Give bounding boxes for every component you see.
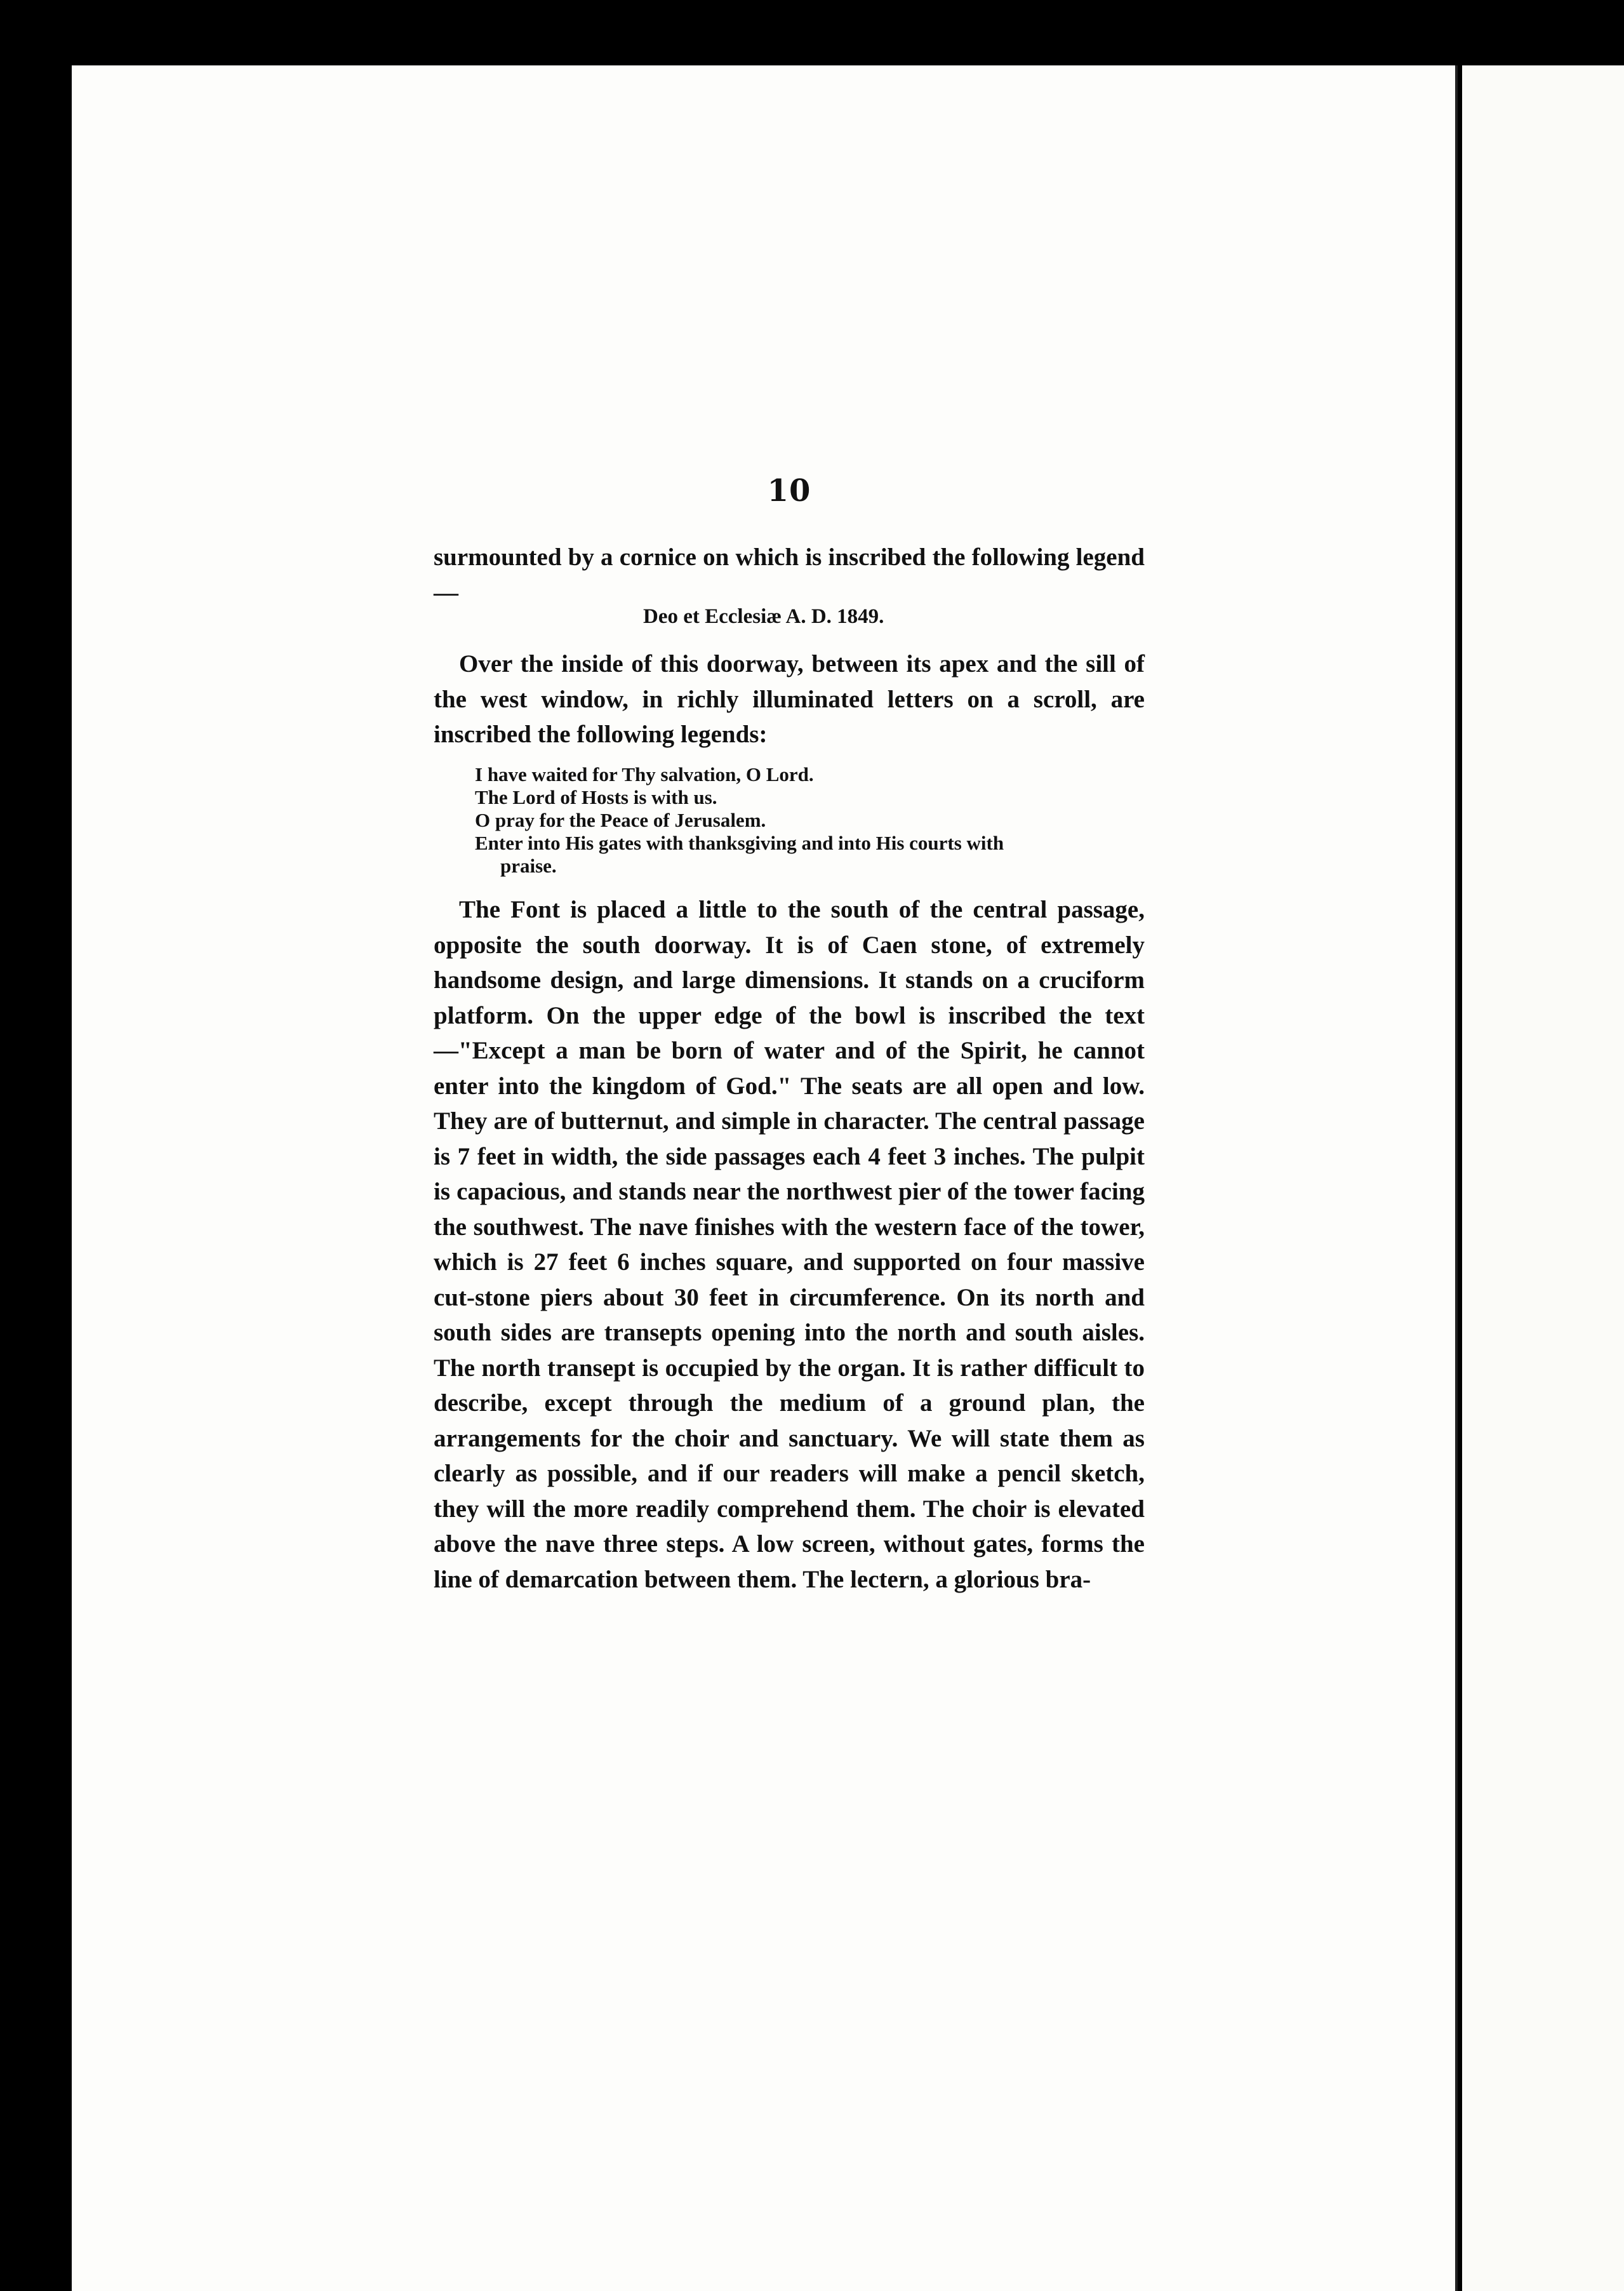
legend-line: The Lord of Hosts is with us. <box>475 786 717 808</box>
legend-line: praise. <box>500 855 557 877</box>
second-paragraph: Over the inside of this doorway, between its apex and the sill of the west window, in richly illuminated letters on a scroll, are inscribed the following legends: <box>434 650 1145 748</box>
legends-list <box>475 763 1145 878</box>
legend-line: I have waited for Thy salvation, O Lord. <box>475 763 814 785</box>
dedication-legend: Deo et Ecclesiæ A. D. 1849. <box>643 605 884 628</box>
page-number: 10 <box>767 473 811 509</box>
main-paragraph: The Font is placed a little to the south of the central passage, opposite the south doorway. It is of Caen stone, of extremely handsome design, and large dimensions. It stands on a cruciform platform. On the upper edge of the bowl is inscribed the text—"Except a man be born of water and of the Spirit, he cannot enter into the kingdom of God." The seats are all open and low. They are of butternut, and simple in character. The central passage is 7 feet in width, the side passages each 4 feet 3 inches. The pulpit is capacious, and stands near the northwest pier of the tower facing the southwest. The nave finishes with the western face of the tower, which is 27 feet 6 inches square, and supported on four massive cut-stone piers about 30 feet in circumference. On its north and south sides are transepts opening into the north and south aisles. The north transept is occupied by the organ. It is rather difficult to describe, except through the medium of a ground plan, the arrangements for the choir and sanctuary. We will state them as clearly as possible, and if our readers will make a pencil sketch, they will the more readily comprehend them. The choir is elevated above the nave three steps. A low screen, without gates, forms the line of demarcation between them. The lectern, a glorious bra- <box>434 896 1145 1593</box>
facing-page-edge <box>1462 65 1624 2291</box>
legend-line: O pray for the Peace of Jerusalem. <box>475 809 766 831</box>
page-binding-shadow <box>1455 65 1458 2291</box>
legend-line: Enter into His gates with thanksgiving and into His courts with <box>475 832 1004 854</box>
opening-paragraph: surmounted by a cornice on which is inscribed the following legend— <box>434 544 1145 606</box>
